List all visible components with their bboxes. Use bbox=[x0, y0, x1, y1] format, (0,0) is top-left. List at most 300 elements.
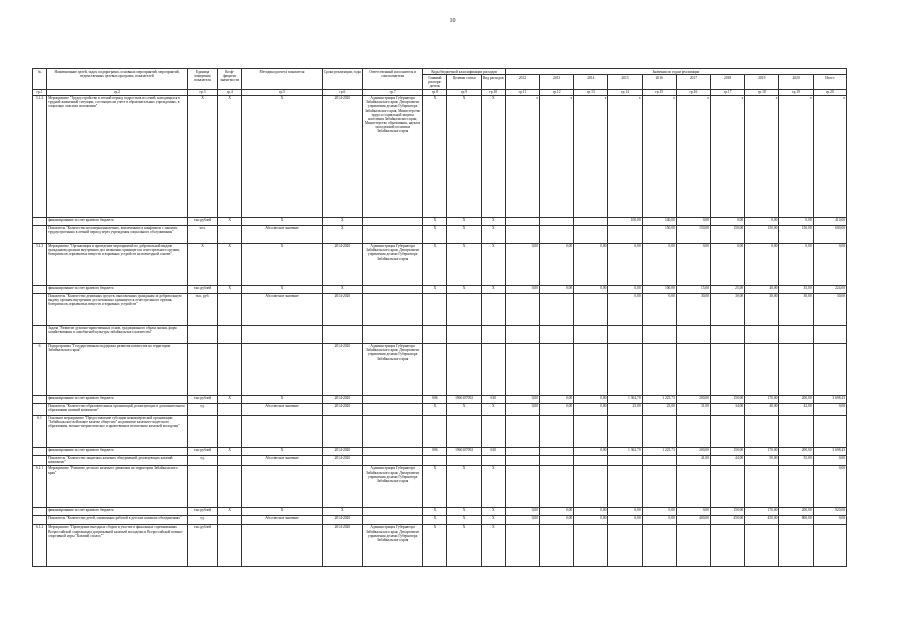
row-number-cell bbox=[33, 285, 47, 293]
column-number-cell: гр.11 bbox=[505, 89, 539, 95]
row-value-cell: 31,00 bbox=[676, 403, 710, 415]
row-value-cell: 42,00 bbox=[779, 403, 813, 415]
row-number-cell bbox=[33, 507, 47, 515]
row-method-cell: Абсолютное значение bbox=[242, 225, 322, 243]
row-coef-cell bbox=[218, 225, 242, 243]
row-value-cell: 0,00 bbox=[676, 507, 710, 515]
row-executor-cell: Администрация Губернатора Забайкальского края; Департамент управления делами Губернатора Забайкальского края bbox=[362, 343, 422, 395]
row-vr-cell: 630 bbox=[481, 395, 505, 403]
row-name-cell: Показатель "Количество защитных казачьих объединений, реализующих казачий компонент" bbox=[47, 455, 188, 465]
row-executor-cell bbox=[362, 325, 422, 343]
row-value-cell: 50,00 bbox=[745, 455, 779, 465]
row-value-cell: 0,00 bbox=[540, 243, 574, 285]
table-row bbox=[33, 515, 847, 524]
row-vr-cell: Х bbox=[481, 217, 505, 225]
row-grbs-cell bbox=[423, 415, 447, 447]
row-unit-cell: тыс.рублей bbox=[187, 524, 217, 566]
row-coef-cell bbox=[218, 524, 242, 566]
row-value-cell: 200,00 bbox=[676, 447, 710, 455]
row-value-cell: 450,00 bbox=[711, 515, 745, 524]
row-value-cell: 0,00 bbox=[642, 243, 676, 285]
row-unit-cell: чел. bbox=[187, 225, 217, 243]
row-csr-cell: Х bbox=[447, 524, 481, 566]
row-value-cell: 0,00 bbox=[574, 447, 608, 455]
col-deadline-header: Сроки реализации, годы bbox=[322, 69, 362, 90]
row-total-cell: 3 698,43 bbox=[813, 395, 846, 403]
row-vr-cell: Х bbox=[481, 95, 505, 217]
row-total-cell bbox=[813, 524, 846, 566]
row-csr-cell: 1960107092 bbox=[447, 447, 481, 455]
row-value-cell: 200,00 bbox=[676, 395, 710, 403]
row-value-cell: 0,00 bbox=[574, 403, 608, 415]
row-value-cell: 170,00 bbox=[745, 395, 779, 403]
row-name-cell: Показатель "Количество денежных средств, выплаченных гражданам за добровольную выдачу органам внутренних дел незаконно хранящегося огнестрельного оружия, боеприпасов, взрывчатых веществ и взрывных устройств" bbox=[47, 293, 188, 325]
row-coef-cell bbox=[218, 403, 242, 415]
column-number-cell: гр.1 bbox=[33, 89, 47, 95]
year-header: 2014 bbox=[574, 75, 608, 89]
row-method-cell bbox=[242, 415, 322, 447]
row-deadline-cell: 2014-2020 bbox=[322, 515, 362, 524]
row-value-cell: 0,00 bbox=[676, 243, 710, 285]
row-deadline-cell bbox=[322, 325, 362, 343]
row-value-cell: 100,00 bbox=[608, 217, 642, 225]
row-value-cell bbox=[676, 415, 710, 447]
row-unit-cell bbox=[187, 415, 217, 447]
row-value-cell bbox=[505, 217, 539, 225]
row-value-cell bbox=[574, 325, 608, 343]
col-coef-header: Коэф-фициент значи-мости bbox=[218, 69, 242, 90]
row-executor-cell bbox=[362, 395, 422, 403]
row-value-cell bbox=[676, 465, 710, 507]
row-csr-cell: Х bbox=[447, 515, 481, 524]
row-coef-cell: Х bbox=[218, 243, 242, 285]
row-method-cell: Х bbox=[242, 285, 322, 293]
row-total-cell: х bbox=[813, 95, 846, 217]
total-header: Итого bbox=[813, 75, 846, 89]
row-value-cell: 150,00 bbox=[745, 225, 779, 243]
row-value-cell bbox=[540, 225, 574, 243]
row-value-cell: х bbox=[745, 95, 779, 217]
row-vr-cell: Х bbox=[481, 225, 505, 243]
column-number-cell: гр.12 bbox=[540, 89, 574, 95]
row-csr-cell: Х bbox=[447, 95, 481, 217]
table-row bbox=[33, 217, 847, 225]
row-unit-cell: тыс.рублей bbox=[187, 217, 217, 225]
row-name-cell: финансирование за счет краевого бюджета bbox=[47, 507, 188, 515]
row-value-cell bbox=[574, 415, 608, 447]
row-coef-cell bbox=[218, 415, 242, 447]
row-value-cell: 0,00 bbox=[608, 515, 642, 524]
row-value-cell: 55,00 bbox=[779, 455, 813, 465]
row-value-cell bbox=[505, 455, 539, 465]
row-value-cell: х bbox=[505, 95, 539, 217]
row-value-cell bbox=[608, 524, 642, 566]
row-csr-cell bbox=[447, 455, 481, 465]
row-total-cell: 0,00 bbox=[813, 455, 846, 465]
row-value-cell: 0,00 bbox=[540, 285, 574, 293]
row-value-cell: 400,00 bbox=[676, 515, 710, 524]
row-value-cell: 25,00 bbox=[608, 403, 642, 415]
row-value-cell: 0,00 bbox=[608, 243, 642, 285]
program-table bbox=[32, 68, 847, 567]
row-value-cell: 0,00 bbox=[540, 403, 574, 415]
col-unit-header: Единица измерения показателя bbox=[187, 69, 217, 90]
row-total-cell: 410,00 bbox=[813, 217, 846, 225]
row-value-cell: 150,00 bbox=[711, 507, 745, 515]
row-total-cell: 0,00 bbox=[813, 243, 846, 285]
row-executor-cell: Администрация Губернатора Забайкальского края; Департамент управления делами Губернатора Забайкальского края bbox=[362, 243, 422, 285]
year-header: 2016 bbox=[642, 75, 676, 89]
row-total-cell: 224,00 bbox=[813, 285, 846, 293]
row-value-cell: 0,00 bbox=[574, 507, 608, 515]
row-value-cell bbox=[540, 217, 574, 225]
row-coef-cell bbox=[218, 455, 242, 465]
year-header: 2018 bbox=[711, 75, 745, 89]
table-body bbox=[33, 95, 847, 566]
row-method-cell: Х bbox=[242, 395, 322, 403]
row-value-cell: 0,00 bbox=[540, 395, 574, 403]
row-unit-cell: Х bbox=[187, 95, 217, 217]
row-value-cell bbox=[642, 415, 676, 447]
row-grbs-cell: 006 bbox=[423, 395, 447, 403]
row-value-cell: 41,00 bbox=[676, 455, 710, 465]
row-value-cell bbox=[745, 524, 779, 566]
row-value-cell bbox=[540, 343, 574, 395]
column-number-cell: гр.8 bbox=[423, 89, 447, 95]
row-method-cell: Абсолютное значение bbox=[242, 455, 322, 465]
row-name-cell: Мероприятие "Проведение выездных сборов и участие в финальных соревнованиях Всероссийской спартакиады допризывной казачьей молодежи и Всероссийской военно-спортивной игры "Казачий сполох"" bbox=[47, 524, 188, 566]
row-value-cell: 0,00 bbox=[745, 217, 779, 225]
column-number-cell: гр.3 bbox=[187, 89, 217, 95]
row-value-cell: 30,00 bbox=[745, 293, 779, 325]
row-executor-cell bbox=[362, 455, 422, 465]
row-value-cell bbox=[779, 325, 813, 343]
row-value-cell: 40,00 bbox=[745, 403, 779, 415]
row-unit-cell bbox=[187, 465, 217, 507]
row-method-cell: Х bbox=[242, 447, 322, 455]
row-executor-cell: Администрация Губернатора Забайкальского края; Департамент управления делами Губернатора Забайкальского края bbox=[362, 524, 422, 566]
row-value-cell: 170,00 bbox=[745, 507, 779, 515]
row-total-cell bbox=[813, 415, 846, 447]
row-value-cell: 0,00 bbox=[608, 285, 642, 293]
row-value-cell: 44,00 bbox=[711, 455, 745, 465]
row-value-cell bbox=[540, 325, 574, 343]
row-value-cell: 150,00 bbox=[711, 225, 745, 243]
row-value-cell: 25,00 bbox=[642, 403, 676, 415]
column-number-cell: гр.6 bbox=[322, 89, 362, 95]
row-value-cell bbox=[608, 343, 642, 395]
row-value-cell: 0,00 bbox=[505, 515, 539, 524]
row-value-cell bbox=[574, 455, 608, 465]
row-executor-cell: Администрация Губернатора Забайкальского края; Департамент управления делами Губернатора Забайкальского края bbox=[362, 465, 422, 507]
row-method-cell bbox=[242, 524, 322, 566]
row-vr-cell: 630 bbox=[481, 447, 505, 455]
table-row bbox=[33, 507, 847, 515]
row-coef-cell bbox=[218, 515, 242, 524]
column-number-cell: гр.17 bbox=[711, 89, 745, 95]
row-grbs-cell: 006 bbox=[423, 447, 447, 455]
row-number-cell: 5.1.3 bbox=[33, 243, 47, 285]
row-number-cell bbox=[33, 395, 47, 403]
row-grbs-cell: Х bbox=[423, 465, 447, 507]
row-value-cell bbox=[711, 465, 745, 507]
row-name-cell: Показатель "Количество детей, охваченных работой в детских казачьих объединениях" bbox=[47, 515, 188, 524]
row-number-cell: 6.1.2 bbox=[33, 524, 47, 566]
row-value-cell: 0,00 bbox=[642, 515, 676, 524]
row-executor-cell bbox=[362, 217, 422, 225]
table-row bbox=[33, 415, 847, 447]
row-value-cell: 0,00 bbox=[505, 395, 539, 403]
col-no-header: № bbox=[33, 69, 47, 90]
row-value-cell: 0,00 bbox=[540, 515, 574, 524]
row-value-cell bbox=[711, 343, 745, 395]
row-value-cell bbox=[505, 343, 539, 395]
row-coef-cell: Х bbox=[218, 395, 242, 403]
column-number-cell: гр.2 bbox=[47, 89, 188, 95]
row-vr-cell bbox=[481, 325, 505, 343]
row-value-cell: 1 225,73 bbox=[642, 447, 676, 455]
row-method-cell bbox=[242, 343, 322, 395]
row-coef-cell bbox=[218, 465, 242, 507]
values-header: Значения по годам реализации bbox=[505, 69, 846, 75]
row-total-cell: 0,00 bbox=[813, 403, 846, 415]
row-csr-cell: Х bbox=[447, 243, 481, 285]
row-grbs-cell: Х bbox=[423, 243, 447, 285]
row-value-cell: 450,00 bbox=[745, 515, 779, 524]
row-name-cell: Мероприятие "Развитие детского казачьего движения на территории Забайкальского края" bbox=[47, 465, 188, 507]
row-deadline-cell: 2014-2020 bbox=[322, 447, 362, 455]
row-csr-cell: Х bbox=[447, 217, 481, 225]
row-total-cell bbox=[813, 325, 846, 343]
row-grbs-cell: Х bbox=[423, 524, 447, 566]
year-header: 2017 bbox=[676, 75, 710, 89]
col-executor-header: Ответственный исполнитель и соисполнители bbox=[362, 69, 422, 90]
table-row bbox=[33, 343, 847, 395]
row-value-cell: 25,00 bbox=[711, 285, 745, 293]
row-vr-cell: Х bbox=[481, 507, 505, 515]
row-value-cell bbox=[540, 293, 574, 325]
row-vr-cell: Х bbox=[481, 403, 505, 415]
table-row bbox=[33, 225, 847, 243]
row-executor-cell bbox=[362, 415, 422, 447]
row-number-cell bbox=[33, 325, 47, 343]
row-value-cell bbox=[505, 465, 539, 507]
row-method-cell: Х bbox=[242, 95, 322, 217]
table-row bbox=[33, 524, 847, 566]
row-unit-cell bbox=[187, 343, 217, 395]
col-name-header: Наименование целей, задач, подпрограмм, основных мероприятий, мероприятий, ведомственных целевых программ, показателей bbox=[47, 69, 188, 90]
row-number-cell: 6 bbox=[33, 343, 47, 395]
row-grbs-cell bbox=[423, 343, 447, 395]
row-value-cell: 200,00 bbox=[779, 447, 813, 455]
row-value-cell bbox=[676, 343, 710, 395]
row-method-cell: Х bbox=[242, 217, 322, 225]
row-deadline-cell: Х bbox=[322, 217, 362, 225]
row-value-cell: 0,00 bbox=[505, 507, 539, 515]
row-value-cell bbox=[676, 524, 710, 566]
row-coef-cell bbox=[218, 343, 242, 395]
row-deadline-cell bbox=[322, 415, 362, 447]
row-csr-cell bbox=[447, 415, 481, 447]
row-total-cell: 3 698,43 bbox=[813, 447, 846, 455]
row-unit-cell: ед. bbox=[187, 403, 217, 415]
row-value-cell bbox=[505, 325, 539, 343]
row-value-cell: 30,00 bbox=[779, 293, 813, 325]
row-total-cell bbox=[813, 343, 846, 395]
table-row bbox=[33, 293, 847, 325]
row-vr-cell bbox=[481, 455, 505, 465]
row-vr-cell bbox=[481, 343, 505, 395]
row-executor-cell: Администрация Губернатора Забайкальского края; Департамент управления делами Губернатора Забайкальского края; Министерство труда и социальной защиты населения Забайкальского края; Министерство образования, науки и молодежной политики Забайкальского края bbox=[362, 95, 422, 217]
row-value-cell: х bbox=[676, 95, 710, 217]
row-value-cell bbox=[642, 465, 676, 507]
row-csr-cell bbox=[447, 343, 481, 395]
budget-codes-header: Коды бюджетной классификации расходов bbox=[423, 69, 505, 75]
col-vr-header: Вид расходов bbox=[481, 75, 505, 89]
row-value-cell: 15,00 bbox=[676, 285, 710, 293]
row-total-cell: 30,00 bbox=[813, 293, 846, 325]
row-number-cell bbox=[33, 217, 47, 225]
row-deadline-cell: 2014-2020 bbox=[322, 343, 362, 395]
row-value-cell bbox=[540, 524, 574, 566]
row-value-cell: 0,00 bbox=[779, 217, 813, 225]
row-value-cell: 100,00 bbox=[642, 285, 676, 293]
row-executor-cell bbox=[362, 507, 422, 515]
row-number-cell bbox=[33, 293, 47, 325]
row-vr-cell: Х bbox=[481, 285, 505, 293]
row-value-cell: х bbox=[779, 95, 813, 217]
row-vr-cell: Х bbox=[481, 524, 505, 566]
row-method-cell: Х bbox=[242, 507, 322, 515]
row-vr-cell: Х bbox=[481, 243, 505, 285]
row-value-cell: 0,00 bbox=[676, 217, 710, 225]
row-unit-cell: Х bbox=[187, 243, 217, 285]
row-number-cell bbox=[33, 515, 47, 524]
row-name-cell: Показатель "Количество несовершеннолетних, вовлеченных в конфликты с законом, трудоустроенных в летний период через учреждения социального обслуживания" bbox=[47, 225, 188, 243]
row-value-cell bbox=[505, 415, 539, 447]
table-row bbox=[33, 95, 847, 217]
row-method-cell bbox=[242, 465, 322, 507]
row-value-cell bbox=[608, 325, 642, 343]
row-value-cell: 150,00 bbox=[711, 447, 745, 455]
row-csr-cell bbox=[447, 325, 481, 343]
table-row bbox=[33, 285, 847, 293]
row-value-cell bbox=[779, 343, 813, 395]
row-value-cell: 0,00 bbox=[745, 243, 779, 285]
row-coef-cell: Х bbox=[218, 217, 242, 225]
row-executor-cell bbox=[362, 403, 422, 415]
row-deadline-cell: Х bbox=[322, 225, 362, 243]
row-value-cell: 1 225,73 bbox=[642, 395, 676, 403]
column-number-cell: гр.20 bbox=[813, 89, 846, 95]
row-value-cell: 800,00 bbox=[779, 515, 813, 524]
row-name-cell: Показатель "Количество образовательных организаций, реализующих в дополнительном образовании казачий компонент" bbox=[47, 403, 188, 415]
row-value-cell bbox=[745, 343, 779, 395]
column-number-cell: гр.10 bbox=[481, 89, 505, 95]
row-value-cell bbox=[711, 524, 745, 566]
row-name-cell: Подпрограмма "Государственная поддержка развития казачества на территории Забайкальского края" bbox=[47, 343, 188, 395]
row-value-cell bbox=[745, 415, 779, 447]
row-value-cell bbox=[642, 343, 676, 395]
row-value-cell bbox=[779, 415, 813, 447]
row-value-cell: 200,00 bbox=[779, 395, 813, 403]
column-number-cell: гр.15 bbox=[642, 89, 676, 95]
row-vr-cell: Х bbox=[481, 465, 505, 507]
row-value-cell: 0,00 bbox=[711, 243, 745, 285]
row-grbs-cell: Х bbox=[423, 95, 447, 217]
row-total-cell: 0,00 bbox=[813, 515, 846, 524]
row-value-cell: 1 362,70 bbox=[608, 447, 642, 455]
row-vr-cell bbox=[481, 415, 505, 447]
row-value-cell bbox=[779, 465, 813, 507]
row-value-cell: 34,00 bbox=[711, 403, 745, 415]
row-value-cell: 0,00 bbox=[779, 243, 813, 285]
row-grbs-cell: Х bbox=[423, 515, 447, 524]
row-value-cell bbox=[608, 225, 642, 243]
row-name-cell: Задача "Развитие духовно-нравственных основ, традиционного образа жизни, форм хозяйствования и самобытной культуры забайкальского казачества" bbox=[47, 325, 188, 343]
table-header bbox=[33, 69, 847, 96]
row-total-cell: 920,00 bbox=[813, 507, 846, 515]
row-value-cell: 30,00 bbox=[711, 293, 745, 325]
row-value-cell: 150,00 bbox=[676, 225, 710, 243]
row-value-cell: 150,00 bbox=[711, 395, 745, 403]
row-method-cell: Абсолютное значение bbox=[242, 515, 322, 524]
row-value-cell: х bbox=[642, 95, 676, 217]
row-vr-cell bbox=[481, 293, 505, 325]
row-csr-cell: Х bbox=[447, 285, 481, 293]
row-value-cell bbox=[642, 524, 676, 566]
column-number-cell: гр.14 bbox=[608, 89, 642, 95]
row-value-cell: 150,00 bbox=[779, 225, 813, 243]
table-row bbox=[33, 403, 847, 415]
row-value-cell: 200,00 bbox=[779, 507, 813, 515]
row-unit-cell: тыс.рублей bbox=[187, 507, 217, 515]
row-value-cell: 0,00 bbox=[608, 507, 642, 515]
row-value-cell bbox=[711, 415, 745, 447]
row-csr-cell: Х bbox=[447, 465, 481, 507]
row-name-cell: финансирование за счет краевого бюджета bbox=[47, 217, 188, 225]
row-deadline-cell: 2014-2020 bbox=[322, 243, 362, 285]
row-value-cell: 0,00 bbox=[574, 243, 608, 285]
row-name-cell: финансирование за счет краевого бюджета bbox=[47, 447, 188, 455]
column-number-cell: гр.5 bbox=[242, 89, 322, 95]
row-method-cell: Абсолютное значение bbox=[242, 293, 322, 325]
row-value-cell: 0,00 bbox=[505, 285, 539, 293]
row-grbs-cell bbox=[423, 325, 447, 343]
table-row bbox=[33, 447, 847, 455]
row-value-cell: 0,00 bbox=[574, 285, 608, 293]
row-value-cell: 0,00 bbox=[505, 403, 539, 415]
row-name-cell: финансирование за счет краевого бюджета bbox=[47, 395, 188, 403]
row-csr-cell bbox=[447, 293, 481, 325]
col-method-header: Методика расчета показателя bbox=[242, 69, 322, 90]
col-csr-header: Целевая статья bbox=[447, 75, 481, 89]
row-method-cell: Абсолютное значение bbox=[242, 403, 322, 415]
row-value-cell: 150,00 bbox=[642, 225, 676, 243]
page-number: 10 bbox=[449, 18, 456, 24]
table-row bbox=[33, 395, 847, 403]
row-coef-cell: Х bbox=[218, 447, 242, 455]
row-deadline-cell: 2014-2020 bbox=[322, 395, 362, 403]
row-unit-cell bbox=[187, 325, 217, 343]
row-value-cell: х bbox=[540, 95, 574, 217]
row-executor-cell bbox=[362, 285, 422, 293]
row-value-cell: 0,00 bbox=[574, 395, 608, 403]
year-header: 2020 bbox=[779, 75, 813, 89]
row-value-cell bbox=[676, 325, 710, 343]
row-coef-cell: Х bbox=[218, 285, 242, 293]
row-deadline-cell: 2014-2020 bbox=[322, 524, 362, 566]
